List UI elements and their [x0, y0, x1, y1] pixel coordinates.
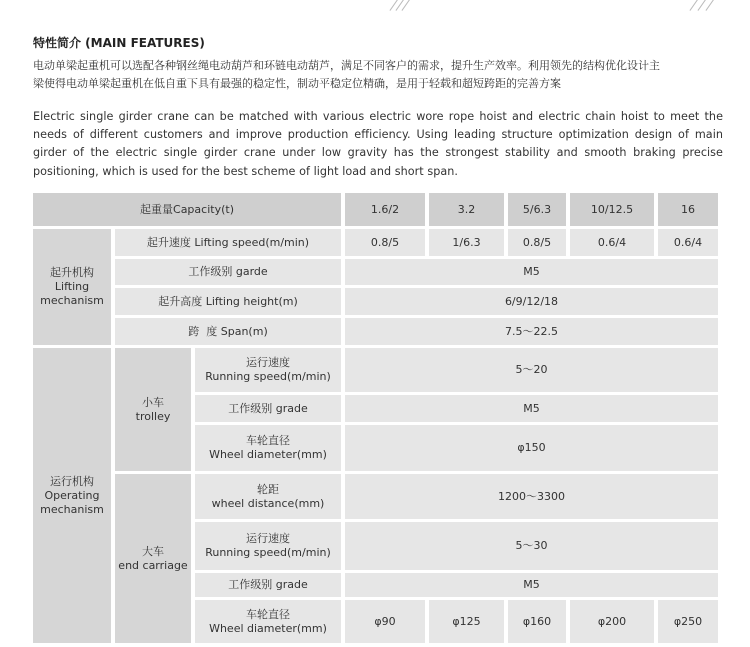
end-wheel-diameter-value: φ125 — [429, 600, 504, 643]
wheel-distance-value: 1200～3300 — [345, 474, 718, 519]
intro-chinese-line-1: 电动单梁起重机可以选配各种钢丝绳电动葫芦和环链电动葫芦，满足不同客户的需求，提升生产效率。利用领先的结构优化设计主 — [33, 59, 660, 72]
lifting-speed-value: 0.6/4 — [570, 229, 654, 256]
lifting-grade-value: M5 — [345, 259, 718, 285]
end-grade-label: 工作级别 grade — [195, 573, 341, 597]
end-wheel-diameter-label: 车轮直径 Wheel diameter(mm) — [195, 600, 341, 643]
capacity-value: 10/12.5 — [570, 193, 654, 226]
header-decoration-right — [690, 0, 720, 10]
end-running-speed-label: 运行速度 Running speed(m/min) — [195, 522, 341, 570]
end-grade-value: M5 — [345, 573, 718, 597]
lifting-height-label: 起升高度 Lifting height(m) — [115, 288, 341, 315]
trolley-wheel-diameter-value: φ150 — [345, 425, 718, 471]
trolley-wheel-diameter-label: 车轮直径 Wheel diameter(mm) — [195, 425, 341, 471]
span-label: 跨 度 Span(m) — [115, 318, 341, 345]
capacity-value: 5/6.3 — [508, 193, 566, 226]
trolley-group: 小车 trolley — [115, 348, 191, 471]
end-wheel-diameter-value: φ90 — [345, 600, 425, 643]
intro-english: Electric single girder crane can be matched with various electric wore rope hoist and electric chain hoist to meet the needs of different customers and improve production efficiency. Using leading structure optimization design of main girder of the electric single girder crane under low gravity has the strongest stability and smooth braking precise positioning, which is used for the best scheme of light load and short span. — [33, 110, 723, 178]
end-running-speed-value: 5～30 — [345, 522, 718, 570]
header-decoration-left — [390, 0, 420, 10]
end-carriage-group: 大车 end carriage — [115, 474, 191, 643]
capacity-value: 16 — [658, 193, 718, 226]
lifting-mechanism-group: 起升机构 Lifting mechanism — [33, 229, 111, 345]
end-wheel-diameter-value: φ160 — [508, 600, 566, 643]
span-value: 7.5～22.5 — [345, 318, 718, 345]
lifting-height-value: 6/9/12/18 — [345, 288, 718, 315]
capacity-value: 3.2 — [429, 193, 504, 226]
lifting-speed-label: 起升速度 Lifting speed(m/min) — [115, 229, 341, 256]
lifting-speed-value: 0.8/5 — [508, 229, 566, 256]
trolley-grade-value: M5 — [345, 395, 718, 422]
lifting-speed-value: 0.8/5 — [345, 229, 425, 256]
end-wheel-diameter-value: φ200 — [570, 600, 654, 643]
trolley-running-speed-label: 运行速度 Running speed(m/min) — [195, 348, 341, 392]
section-heading: 特性简介 (MAIN FEATURES) — [33, 36, 205, 50]
end-wheel-diameter-value: φ250 — [658, 600, 718, 643]
capacity-value: 1.6/2 — [345, 193, 425, 226]
wheel-distance-label: 轮距 wheel distance(mm) — [195, 474, 341, 519]
trolley-running-speed-value: 5～20 — [345, 348, 718, 392]
intro-chinese-line-2: 梁使得电动单梁起重机在低自重下具有最强的稳定性，制动平稳定位精确，是用于轻载和超短跨距的完善方案 — [33, 77, 561, 90]
lifting-speed-value: 1/6.3 — [429, 229, 504, 256]
capacity-label: 起重量Capacity(t) — [33, 193, 341, 226]
lifting-grade-label: 工作级别 garde — [115, 259, 341, 285]
lifting-speed-value: 0.6/4 — [658, 229, 718, 256]
operating-mechanism-group: 运行机构 Operating mechanism — [33, 348, 111, 643]
trolley-grade-label: 工作级别 grade — [195, 395, 341, 422]
